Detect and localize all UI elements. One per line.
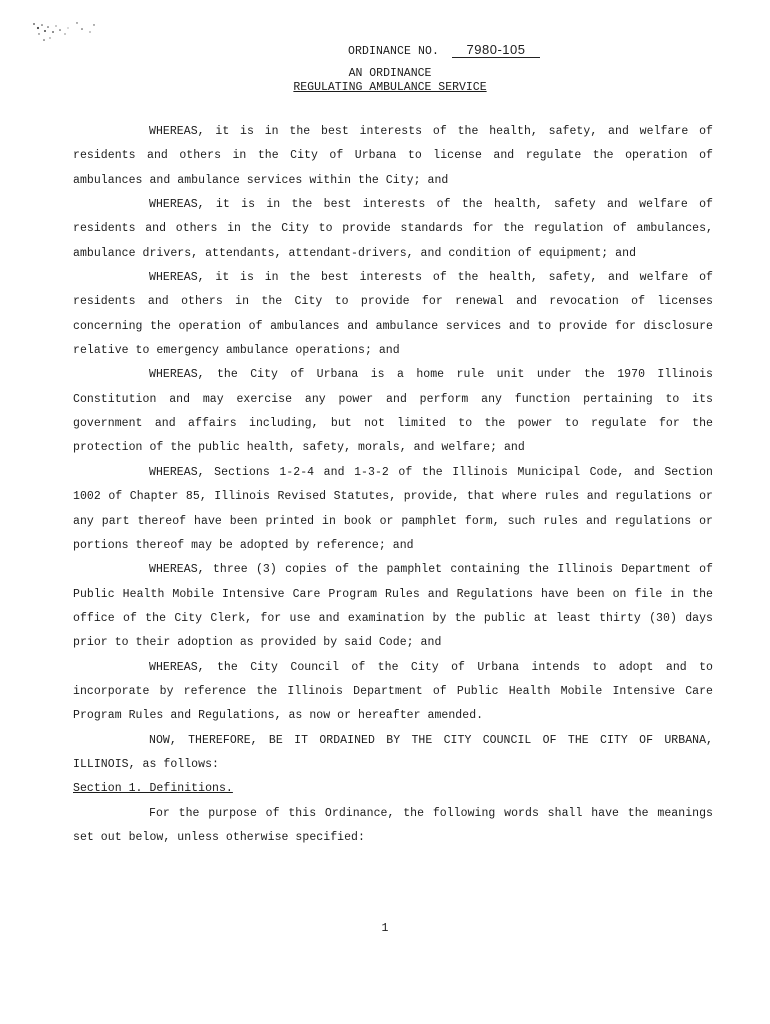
whereas-paragraph-3: WHEREAS, it is in the best interests of the health, safety, and welfare of residents and others in the City to provide for renewal and revocation of licenses concerning the operation of ambulances and ambulance services and to provide for disclosure relative to emergency ambulance operations; and [73,271,713,358]
whereas-paragraph-6: WHEREAS, three (3) copies of the pamphlet containing the Illinois Department of Public Health Mobile Intensive Care Program Rules and Regulations have been on file in the office of the City Clerk, for use and examination by the public at least thirty (30) days prior to their adoption as provided by said Code; and [73,563,713,650]
ordinance-number: 7980-105 [452,42,540,58]
ordinance-title: AN ORDINANCE [348,67,432,80]
ordinance-subtitle [0,81,770,95]
whereas-paragraph-4: WHEREAS, the City of Urbana is a home rule unit under the 1970 Illinois Constitution and may exercise any power and perform any function pertaining to its government and affairs including, but not limited to the power to regulate for the protection of the public health, safety, morals, and welfare; and [73,368,713,455]
document-body [73,120,713,850]
whereas-paragraph-7: WHEREAS, the City Council of the City of Urbana intends to adopt and to incorporate by reference the Illinois Department of Public Health Mobile Intensive Care Program Rules and Regulations, as now or hereafter amended. [73,660,713,723]
whereas-paragraph-2: WHEREAS, it is in the best interests of the health, safety and welfare of residents and others in the City to provide standards for the regulation of ambulances, ambulance drivers, attendants, attendant-drivers, and condition of equipment; and [73,198,713,260]
section-1-text: For the purpose of this Ordinance, the following words shall have the meanings set out below, unless otherwise specified: [73,806,713,844]
ordinance-label: ORDINANCE NO. [347,45,439,58]
page-number: 1 [381,922,389,935]
ordinance-number-line [0,42,770,58]
document-header [0,42,770,95]
section-1-heading: Section 1. Definitions. [73,782,233,796]
ordinance-subtitle-text: REGULATING AMBULANCE SERVICE [293,81,487,94]
whereas-paragraph-1: WHEREAS, it is in the best interests of the health, safety, and welfare of residents and others in the City of Urbana to license and regulate the operation of ambulances and ambulance services within the City; and [73,125,713,187]
whereas-paragraph-5: WHEREAS, Sections 1-2-4 and 1-3-2 of the Illinois Municipal Code, and Section 1002 of Chapter 85, Illinois Revised Statutes, provide, that where rules and regulations or any part thereof have been printed in book or pamphlet form, such rules and regulations or portions thereof may be adopted by reference; and [73,465,713,552]
ordained-paragraph: NOW, THEREFORE, BE IT ORDAINED BY THE CITY COUNCIL OF THE CITY OF URBANA, ILLINOIS, as follows: [73,733,713,771]
